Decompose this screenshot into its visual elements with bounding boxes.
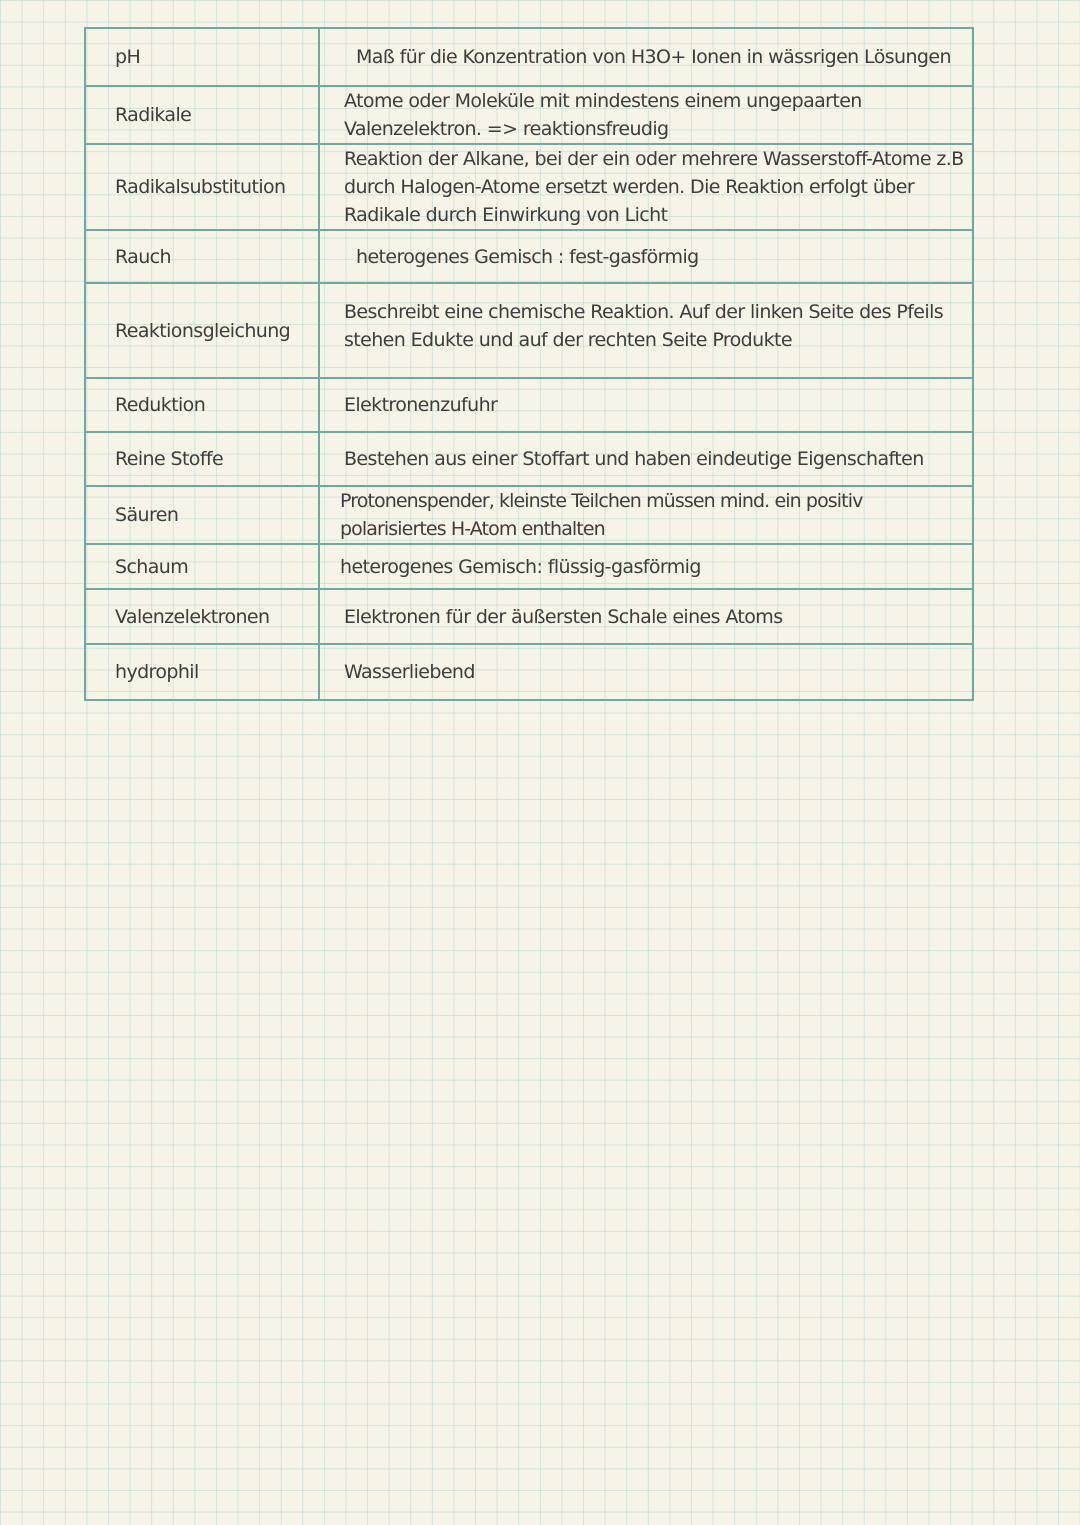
table-row	[85, 432, 973, 486]
table-row	[85, 544, 973, 589]
term-cell: Radikalsubstitution	[85, 144, 319, 230]
term-cell: Reine Stoffe	[85, 432, 319, 486]
table-row	[85, 589, 973, 644]
table-row	[85, 28, 973, 86]
term-cell: Valenzelektronen	[85, 589, 319, 644]
term-cell: Schaum	[85, 544, 319, 589]
definition-cell: Beschreibt eine chemische Reaktion. Auf der linken Seite des Pfeils stehen Edukte und auf der rechten Seite Produkte	[319, 283, 973, 378]
table-row	[85, 644, 973, 700]
term-cell: Rauch	[85, 230, 319, 283]
definition-cell: Protonenspender, kleinste Teilchen müssen mind. ein positiv polarisiertes H-Atom enthalten	[319, 486, 973, 544]
definition-cell: Bestehen aus einer Stoffart und haben eindeutige Eigenschaften	[319, 432, 973, 486]
definition-cell: Atome oder Moleküle mit mindestens einem ungepaarten Valenzelektron. => reaktionsfreudig	[319, 86, 973, 144]
definition-cell: Elektronen für der äußersten Schale eines Atoms	[319, 589, 973, 644]
term-cell: Säuren	[85, 486, 319, 544]
definition-cell: Elektronenzufuhr	[319, 378, 973, 432]
definition-cell: Reaktion der Alkane, bei der ein oder mehrere Wasserstoff-Atome z.B durch Halogen-Atome ersetzt werden. Die Reaktion erfolgt über Radikale durch Einwirkung von Licht	[319, 144, 973, 230]
term-cell: Reduktion	[85, 378, 319, 432]
definition-cell: Maß für die Konzentration von H3O+ Ionen in wässrigen Lösungen	[319, 28, 973, 86]
definition-cell: heterogenes Gemisch : fest-gasförmig	[319, 230, 973, 283]
glossary-table	[84, 27, 974, 701]
table-row	[85, 283, 973, 378]
table-row	[85, 144, 973, 230]
table-row	[85, 486, 973, 544]
table-row	[85, 378, 973, 432]
definition-cell: Wasserliebend	[319, 644, 973, 700]
term-cell: hydrophil	[85, 644, 319, 700]
definition-cell: heterogenes Gemisch: flüssig-gasförmig	[319, 544, 973, 589]
table-row	[85, 86, 973, 144]
table-row	[85, 230, 973, 283]
term-cell: Radikale	[85, 86, 319, 144]
term-cell: Reaktionsgleichung	[85, 283, 319, 378]
term-cell: pH	[85, 28, 319, 86]
